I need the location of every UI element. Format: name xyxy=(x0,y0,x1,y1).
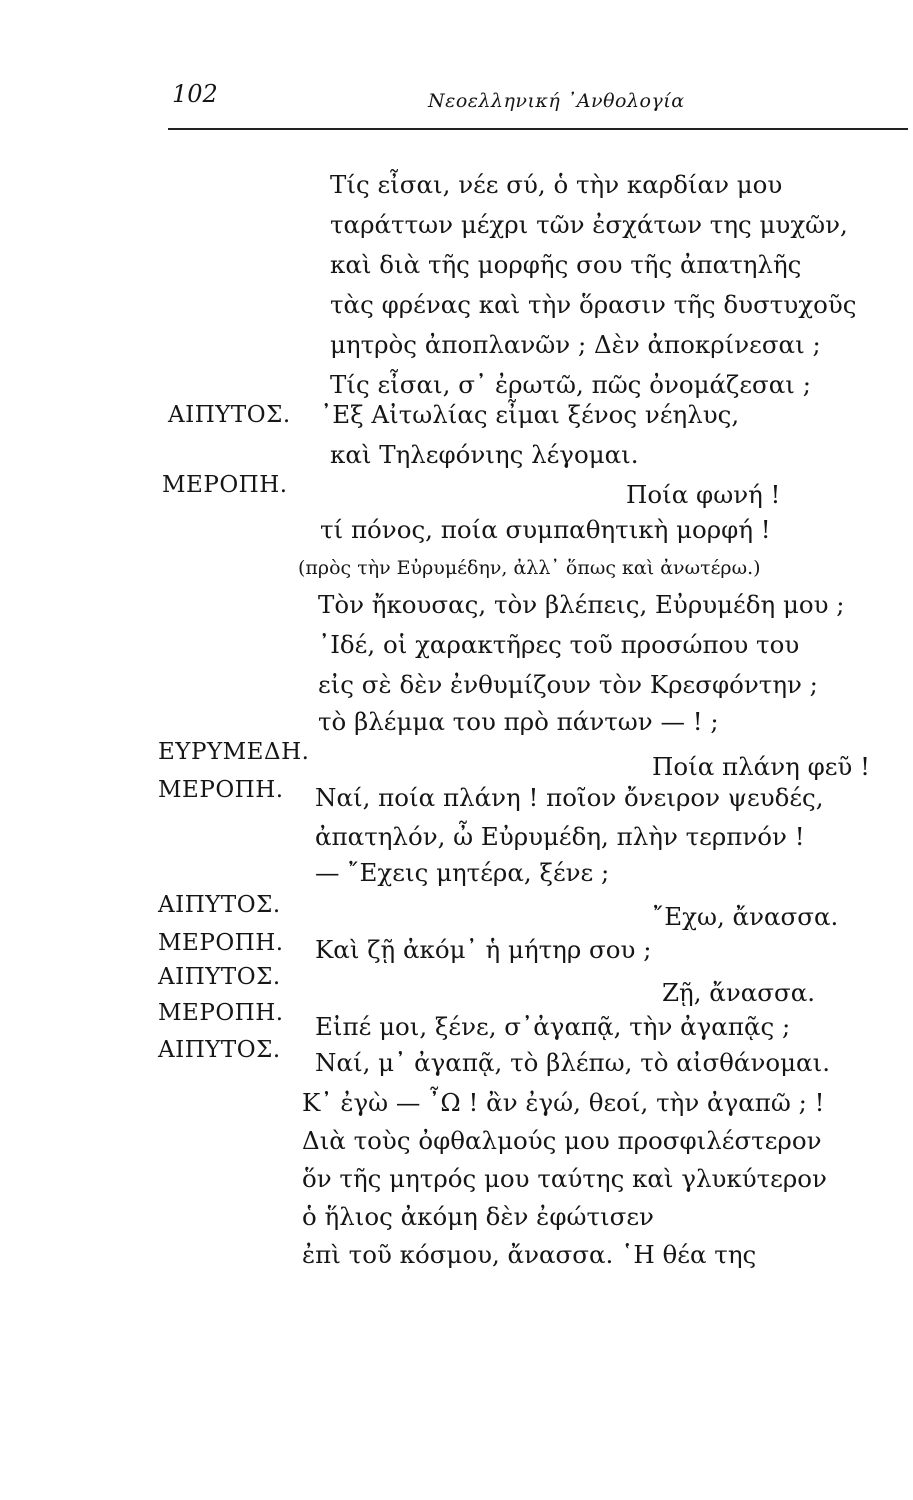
stage-direction: (πρὸς τὴν Εὐρυμέδην, ἀλλ᾿ ὅπως καὶ ἀνωτέρω.) xyxy=(298,557,761,579)
verse-line: Καὶ ζῇ ἀκόμ᾿ ἡ μήτηρ σου ; xyxy=(315,935,652,964)
verse-line: Ποία πλάνη φεῦ ! xyxy=(652,752,870,781)
page-number: 102 xyxy=(172,80,218,108)
verse-line: Ζῇ, ἄνασσα. xyxy=(662,978,816,1007)
verse-line: ταράττων μέχρι τῶν ἐσχάτων της μυχῶν, xyxy=(330,210,848,239)
speaker-label: ΜΕΡΟΠΗ. xyxy=(158,777,284,803)
verse-line: Τίς εἶσαι, σ᾿ ἐρωτῶ, πῶς ὀνομάζεσαι ; xyxy=(330,370,811,399)
verse-line: — ῎Εχεις μητέρα, ξένε ; xyxy=(315,858,610,887)
verse-line: τὰς φρένας καὶ τὴν ὅρασιν τῆς δυστυχοῦς xyxy=(330,290,857,319)
verse-line: ῎Εχω, ἄνασσα. xyxy=(652,902,839,931)
verse-line: ἀπατηλόν, ὦ Εὐρυμέδη, πλὴν τερπνόν ! xyxy=(315,822,805,851)
speaker-label: ΑΙΠΥΤΟΣ. xyxy=(158,892,281,918)
verse-line: ἐπὶ τοῦ κόσμου, ἄνασσα. ῾Η θέα της xyxy=(302,1240,757,1269)
verse-line: Εἰπέ μοι, ξένε, σ᾿ἀγαπᾷ, τὴν ἀγαπᾷς ; xyxy=(315,1012,791,1041)
speaker-label: ΑΙΠΥΤΟΣ. xyxy=(168,402,291,428)
verse-line: Ναί, ποία πλάνη ! ποῖον ὄνειρον ψευδές, xyxy=(315,783,824,812)
verse-line: Ποία φωνή ! xyxy=(626,480,781,509)
verse-line: Ναί, μ᾿ ἀγαπᾷ, τὸ βλέπω, τὸ αἰσθάνομαι. xyxy=(315,1048,830,1077)
verse-line: καὶ διὰ τῆς μορφῆς σου τῆς ἀπατηλῆς xyxy=(330,250,802,279)
verse-line: μητρὸς ἀποπλανῶν ; Δὲν ἀποκρίνεσαι ; xyxy=(330,330,821,359)
verse-line: ᾿Εξ Αἰτωλίας εἶμαι ξένος νέηλυς, xyxy=(320,400,740,429)
verse-line: Τὸν ἤκουσας, τὸν βλέπεις, Εὐρυμέδη μου ; xyxy=(318,590,845,619)
verse-line: καὶ Τηλεφόνιης λέγομαι. xyxy=(330,440,639,469)
speaker-label: ΜΕΡΟΠΗ. xyxy=(162,472,288,498)
speaker-label: ΜΕΡΟΠΗ. xyxy=(158,1000,284,1026)
running-head: Νεοελληνική ᾿Ανθολογία xyxy=(428,90,685,112)
verse-line: Κ᾿ ἐγὼ — ῏Ω ! ἂν ἐγώ, θεοί, τὴν ἀγαπῶ ; ! xyxy=(302,1088,825,1117)
speaker-label: ΕΥΡΥΜΕΔΗ. xyxy=(158,739,310,765)
verse-line: ὅν τῆς μητρός μου ταύτης καὶ γλυκύτερον xyxy=(302,1164,827,1193)
speaker-label: ΑΙΠΥΤΟΣ. xyxy=(158,1037,281,1063)
verse-line: εἰς σὲ δὲν ἐνθυμίζουν τὸν Κρεσφόντην ; xyxy=(318,670,818,699)
verse-line: Τίς εἶσαι, νέε σύ, ὁ τὴν καρδίαν μου xyxy=(330,170,783,199)
verse-line: ᾿Ιδέ, οἱ χαρακτῆρες τοῦ προσώπου του xyxy=(318,630,800,659)
verse-line: τί πόνος, ποία συμπαθητικὴ μορφή ! xyxy=(320,515,771,544)
verse-line: ὁ ἥλιος ἀκόμη δὲν ἐφώτισεν xyxy=(302,1202,654,1231)
speaker-label: ΑΙΠΥΤΟΣ. xyxy=(158,964,281,990)
speaker-label: ΜΕΡΟΠΗ. xyxy=(158,930,284,956)
verse-line: Διὰ τοὺς ὀφθαλμούς μου προσφιλέστερον xyxy=(302,1126,822,1155)
verse-line: τὸ βλέμμα του πρὸ πάντων — ! ; xyxy=(318,707,719,736)
